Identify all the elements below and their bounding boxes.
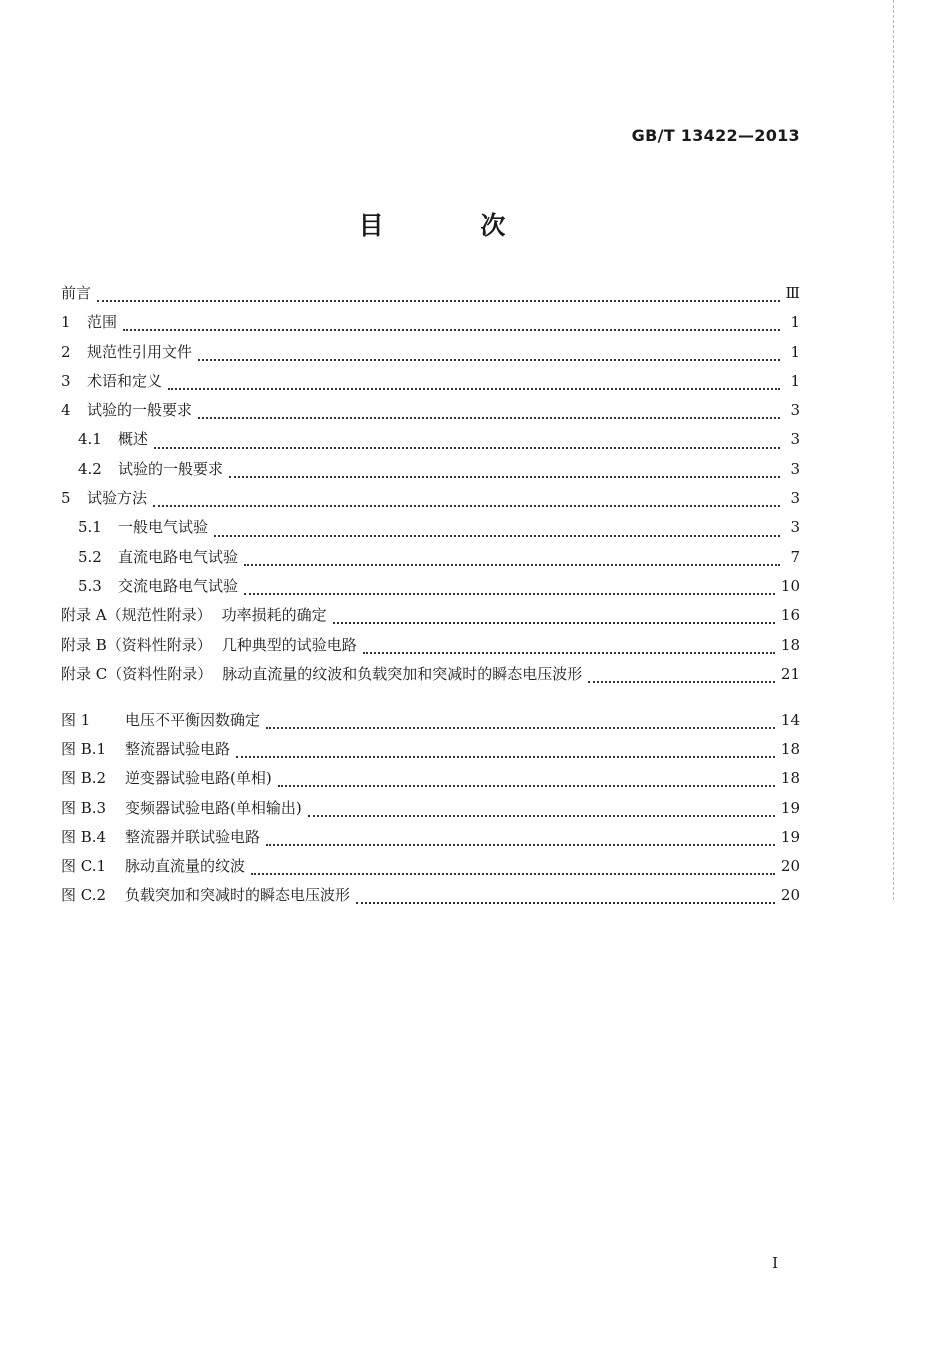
figure-entry-number: 图 C.2 [61, 886, 107, 905]
toc-entry-label: 交流电路电气试验 [118, 576, 239, 595]
figure-entry-page: 18 [780, 769, 800, 788]
dot-leader [214, 534, 780, 537]
page-number: I [772, 1254, 778, 1272]
dot-leader [123, 328, 780, 331]
toc-entry-number: 3 [61, 371, 71, 390]
dot-leader [244, 563, 780, 566]
dot-leader [229, 475, 780, 478]
dot-leader [236, 755, 775, 758]
toc-entry-page: 1 [790, 371, 800, 390]
figure-entry-b4[interactable] [61, 827, 800, 856]
toc-entry-2[interactable] [61, 342, 800, 371]
toc-title: 目 次 [358, 211, 550, 240]
toc-entry-page: 16 [780, 606, 800, 625]
toc-entry-page: 7 [790, 547, 800, 566]
toc-entry-page: 3 [790, 489, 800, 508]
figure-entry-b1[interactable] [61, 739, 800, 768]
dot-leader [251, 872, 775, 875]
toc-entry-label: 试验方法 [87, 489, 148, 508]
toc-entry-page: 1 [790, 342, 800, 361]
toc-entry-5-2[interactable] [61, 547, 800, 576]
dot-leader [278, 784, 775, 787]
toc-entry-number: 附录 C（资料性附录） [61, 664, 213, 683]
figure-entry-number: 图 B.3 [61, 798, 107, 817]
toc-entry-1[interactable] [61, 312, 800, 341]
figure-entry-label: 电压不平衡因数确定 [125, 711, 261, 729]
toc-entry-5-1[interactable] [61, 517, 800, 546]
toc-entry-number: 5.3 [78, 576, 102, 595]
dot-leader [198, 358, 780, 361]
toc-entry-number: 4.2 [78, 459, 102, 478]
toc-entry-appendix-a[interactable] [61, 605, 800, 634]
figure-entry-page: 19 [780, 798, 800, 817]
scan-edge-line [893, 0, 894, 900]
dot-leader [588, 680, 775, 683]
toc-entry-label: 直流电路电气试验 [118, 547, 239, 566]
list-of-figures [61, 710, 800, 914]
toc-entry-number: 附录 A（规范性附录） [61, 606, 212, 625]
figure-entry-label: 变频器试验电路(单相输出) [125, 798, 302, 817]
toc-entry-number: 5 [61, 489, 71, 508]
toc-entry-number: 4.1 [78, 430, 102, 449]
toc-entry-page: 1 [790, 313, 800, 332]
dot-leader [168, 387, 780, 390]
toc-entry-number: 5.1 [78, 518, 102, 537]
figure-entry-c2[interactable] [61, 885, 800, 914]
toc-entry-label: 范围 [87, 313, 118, 332]
figure-entry-page: 20 [780, 856, 800, 875]
toc-entry-label: 脉动直流量的纹波和负载突加和突减时的瞬态电压波形 [222, 664, 583, 683]
toc-entry-page: 21 [780, 664, 800, 683]
toc-entry-4[interactable] [61, 400, 800, 429]
toc-entry-4-1[interactable] [61, 429, 800, 458]
figure-entry-page: 19 [780, 827, 800, 846]
figure-entry-b3[interactable] [61, 798, 800, 827]
dot-leader [97, 299, 780, 302]
figure-entry-number: 图 C.1 [61, 856, 107, 875]
toc-entry-number: 5.2 [78, 547, 102, 566]
toc-entry-page: 3 [790, 459, 800, 478]
toc-entry-4-2[interactable] [61, 459, 800, 488]
toc-entry-appendix-b[interactable] [61, 635, 800, 664]
dot-leader [363, 651, 775, 654]
toc-entry-number: 4 [61, 401, 71, 420]
figure-entry-label: 整流器试验电路 [125, 740, 231, 759]
toc-entry-page: Ⅲ [785, 284, 800, 302]
toc-entry-label: 几种典型的试验电路 [221, 635, 357, 654]
figure-entry-page: 18 [780, 740, 800, 759]
toc-entry-5[interactable] [61, 488, 800, 517]
toc-entry-3[interactable] [61, 371, 800, 400]
figure-entry-label: 整流器并联试验电路 [125, 827, 261, 846]
dot-leader [266, 726, 775, 729]
figure-entry-label: 脉动直流量的纹波 [125, 856, 246, 875]
dot-leader [153, 504, 780, 507]
figure-entry-label: 负载突加和突减时的瞬态电压波形 [125, 886, 351, 905]
toc-entry-page: 18 [780, 635, 800, 654]
toc-entry-number: 附录 B（资料性附录） [61, 635, 212, 654]
figure-entry-c1[interactable] [61, 856, 800, 885]
toc-entry-label: 前言 [61, 284, 92, 302]
toc-entry-number: 1 [61, 313, 71, 332]
toc-entry-page: 3 [790, 401, 800, 420]
toc-entry-page: 3 [790, 430, 800, 449]
toc-entry-label: 术语和定义 [87, 371, 163, 390]
figure-entry-1[interactable] [61, 710, 800, 739]
dot-leader [244, 592, 775, 595]
toc-entry-page: 10 [780, 576, 800, 595]
toc-entry-5-3[interactable] [61, 576, 800, 605]
toc-entry-appendix-c[interactable] [61, 664, 800, 693]
toc-entry-label: 一般电气试验 [118, 518, 209, 537]
toc-entry-label: 试验的一般要求 [118, 459, 224, 478]
figure-entry-number: 图 B.2 [61, 769, 107, 788]
figure-entry-b2[interactable] [61, 768, 800, 797]
dot-leader [308, 814, 775, 817]
dot-leader [333, 621, 775, 624]
dot-leader [266, 843, 775, 846]
standard-number: GB/T 13422—2013 [631, 126, 800, 145]
figure-entry-label: 逆变器试验电路(单相) [125, 769, 272, 788]
toc-entry-label: 功率损耗的确定 [221, 606, 327, 625]
figure-entry-number: 图 B.1 [61, 740, 107, 759]
dot-leader [154, 446, 780, 449]
toc-entry-label: 概述 [118, 430, 149, 449]
dot-leader [356, 901, 775, 904]
figure-entry-page: 14 [780, 711, 800, 729]
toc-entry-label: 规范性引用文件 [87, 342, 193, 361]
figure-entry-page: 20 [780, 886, 800, 905]
toc-entry-foreword[interactable] [61, 283, 800, 312]
table-of-contents [61, 283, 800, 693]
toc-entry-page: 3 [790, 518, 800, 537]
figure-entry-number: 图 B.4 [61, 827, 107, 846]
dot-leader [198, 416, 780, 419]
figure-entry-number: 图 1 [61, 711, 91, 729]
toc-entry-label: 试验的一般要求 [87, 401, 193, 420]
toc-entry-number: 2 [61, 342, 71, 361]
